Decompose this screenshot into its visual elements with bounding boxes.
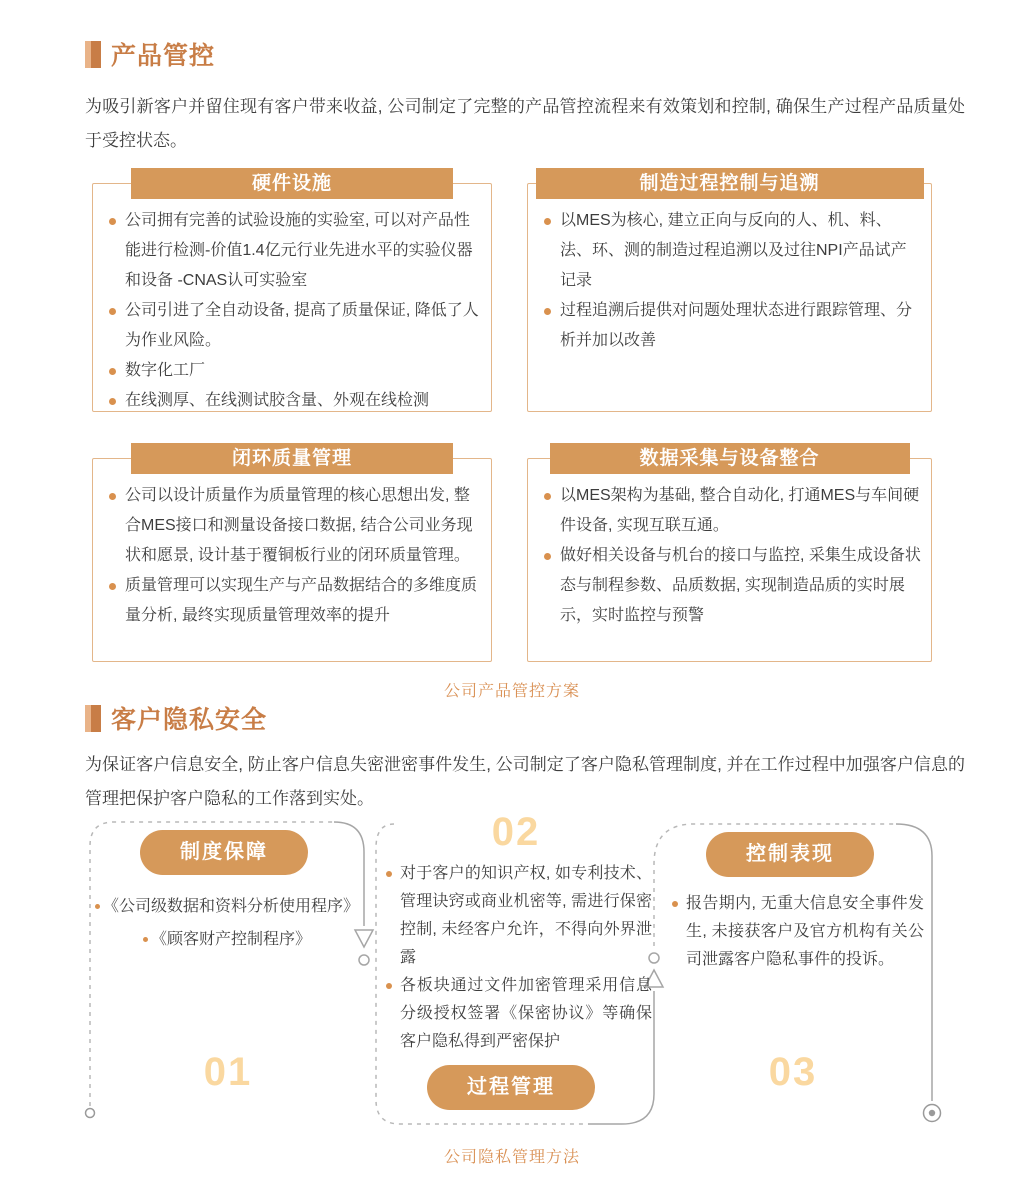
- section1-intro: 为吸引新客户并留住现有客户带来收益, 公司制定了完整的产品管控流程来有效策划和控制, 确保生产过程产品质量处于受控状态。: [85, 97, 965, 150]
- bullet-item: 报告期内, 无重大信息安全事件发生, 未接获客户及官方机构有关公司泄露客户隐私事件的投诉。: [672, 890, 924, 974]
- step-pill-process: 过程管理: [427, 1065, 595, 1110]
- bullet-dot: [544, 218, 551, 225]
- privacy-flow-diagram: [0, 810, 1024, 1145]
- figure-caption: 公司产品管控方案: [443, 683, 580, 700]
- info-box-header: 制造过程控制与追溯: [536, 168, 924, 199]
- bullet-item: 对于客户的知识产权, 如专利技术、管理诀窍或商业机密等, 需进行保密控制, 未经客户允许，不得向外界泄露: [386, 860, 652, 972]
- bullet-dot: [109, 218, 116, 225]
- bullet-dot: [386, 871, 392, 877]
- step-number: 01: [203, 1050, 253, 1094]
- info-box-data-collection: [527, 448, 932, 662]
- bullet-item: 以MES为核心, 建立正向与反向的人、机、料、法、环、测的制造过程追溯以及过往NPI产品试产记录: [544, 206, 921, 296]
- bullet-item: 数字化工厂: [109, 356, 481, 386]
- bullet-item: 过程追溯后提供对问题处理状态进行跟踪管理、分析并加以改善: [544, 296, 921, 356]
- section-marker-icon: [85, 41, 101, 68]
- info-box-quality-loop: [92, 448, 492, 662]
- bullet-item: 做好相关设备与机台的接口与监控, 采集生成设备状态与制程参数、品质数据, 实现制造品质的实时展示，实时监控与预警: [544, 541, 921, 631]
- info-box-traceability: [527, 173, 932, 412]
- section1-title: 产品管控: [111, 42, 216, 70]
- bullseye-dot-icon: [929, 1110, 935, 1116]
- middle-step-items: [386, 860, 652, 1056]
- section-marker-icon: [85, 705, 101, 732]
- section2-intro: 为保证客户信息安全, 防止客户信息失密泄密事件发生, 公司制定了客户隐私管理制度, 并在工作过程中加强客户信息的管理把保护客户隐私的工作落到实处。: [85, 755, 965, 808]
- bullet-dot: [544, 553, 551, 560]
- step-number: 03: [768, 1050, 818, 1094]
- bullet-item: 各板块通过文件加密管理采用信息分级授权签署《保密协议》等确保客户隐私得到严密保护: [386, 972, 652, 1056]
- bullet-dot: [109, 583, 116, 590]
- info-box-hardware: [92, 173, 492, 412]
- step-number: 02: [491, 810, 541, 854]
- endpoint-circle-icon: [86, 1109, 95, 1118]
- info-box-header: 闭环质量管理: [131, 443, 453, 474]
- step-pill-performance: 控制表现: [706, 832, 874, 877]
- bullet-dot: [109, 398, 116, 405]
- left-step-items: [88, 890, 366, 956]
- bullet-dot: [672, 901, 678, 907]
- bullet-dot: [109, 368, 116, 375]
- bullet-item: 在线测厚、在线测试胶含量、外观在线检测: [109, 386, 481, 416]
- section2-title: 客户隐私安全: [111, 706, 268, 734]
- figure-caption: 公司隐私管理方法: [443, 1149, 580, 1166]
- bullet-item: 以MES架构为基础, 整合自动化, 打通MES与车间硬件设备, 实现互联互通。: [544, 481, 921, 541]
- step-pill-institution: 制度保障: [140, 830, 308, 875]
- bullet-dot: [143, 937, 148, 942]
- bullet-list: [544, 481, 921, 631]
- bullet-item: 质量管理可以实现生产与产品数据结合的多维度质量分析, 最终实现质量管理效率的提升: [109, 571, 481, 631]
- bullet-list: [109, 206, 481, 416]
- bullet-dot: [109, 493, 116, 500]
- connector-circle-icon: [359, 955, 369, 965]
- bullet-item: 公司引进了全自动设备, 提高了质量保证, 降低了人为作业风险。: [109, 296, 481, 356]
- info-box-header: 硬件设施: [131, 168, 453, 199]
- bullet-item: 公司以设计质量作为质量管理的核心思想出发, 整合MES接口和测量设备接口数据, 结合公司业务现状和愿景, 设计基于覆铜板行业的闭环质量管理。: [109, 481, 481, 571]
- right-step-items: [672, 890, 924, 974]
- section1-heading: [85, 36, 215, 72]
- bullet-dot: [109, 308, 116, 315]
- section2-heading: [85, 700, 267, 736]
- list-item: 《顾客财产控制程序》: [88, 923, 366, 956]
- bullet-dot: [386, 983, 392, 989]
- bullet-dot: [544, 493, 551, 500]
- info-box-header: 数据采集与设备整合: [550, 443, 910, 474]
- bullet-list: [544, 206, 921, 356]
- bullet-item: 公司拥有完善的试验设施的实验室, 可以对产品性能进行检测-价值1.4亿元行业先进水平的实验仪器和设备 -CNAS认可实验室: [109, 206, 481, 296]
- bullet-list: [109, 481, 481, 631]
- bullet-dot: [95, 904, 100, 909]
- list-item: 《公司级数据和资料分析使用程序》: [88, 890, 366, 923]
- bullet-dot: [544, 308, 551, 315]
